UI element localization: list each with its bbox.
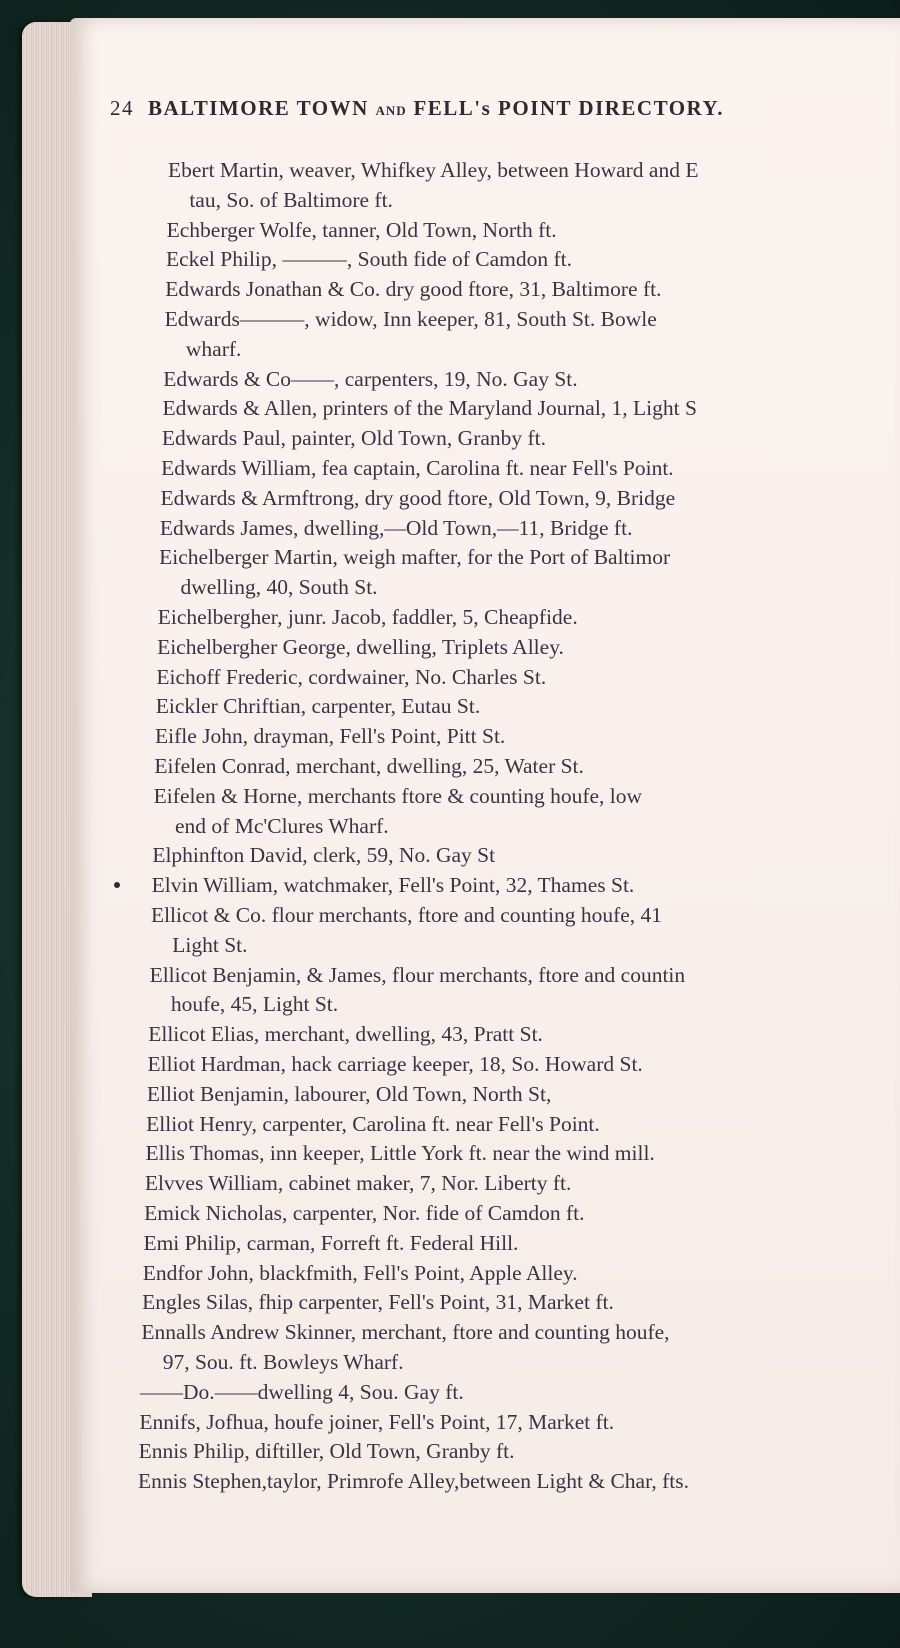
directory-entry: Edwards & Armftrong, dry good ftore, Old Town, 9, Bridge — [160, 485, 676, 510]
entry-continuation-line: dwelling, 40, South St. — [180, 575, 378, 600]
directory-entry: Ennalls Andrew Skinner, merchant, ftore and counting houfe, — [141, 1320, 670, 1345]
running-head-title-part1: BALTIMORE TOWN — [148, 96, 369, 120]
directory-entry: Edwards William, fea captain, Carolina ft. near Fell's Point. — [161, 456, 674, 480]
directory-entry: Eichoff Frederic, cordwainer, No. Charles St. — [156, 664, 547, 689]
directory-entry: Edwards Paul, painter, Old Town, Granby ft. — [161, 426, 547, 451]
directory-entry: Edwards Jonathan & Co. dry good ftore, 31, Baltimore ft. — [165, 277, 662, 302]
directory-entry: Eifelen & Horne, merchants ftore & counting houfe, low — [153, 783, 643, 808]
directory-entry: Ebert Martin, weaver, Whifkey Alley, between Howard and E — [168, 158, 699, 182]
directory-entry: Ellicot Benjamin, & James, flour merchants, ftore and countin — [149, 962, 686, 987]
directory-entry: Elvin William, watchmaker, Fell's Point, 32, Thames St. — [151, 873, 635, 898]
directory-entry: Eifelen Conrad, merchant, dwelling, 25, Water St. — [154, 754, 584, 778]
running-head-title-part2: FELL's POINT DIRECTORY. — [413, 96, 724, 120]
entry-continuation-line: houfe, 45, Light St. — [170, 992, 339, 1017]
directory-entry: Elliot Henry, carpenter, Carolina ft. near Fell's Point. — [146, 1111, 600, 1136]
directory-entry: Ellicot Elias, merchant, dwelling, 43, Pratt St. — [148, 1022, 543, 1047]
directory-entry: Elliot Hardman, hack carriage keeper, 18, So. Howard St. — [147, 1052, 643, 1076]
directory-entry: Eckel Philip, ———, South fide of Camdon ft. — [165, 247, 573, 272]
entry-continuation-line: end of Mc'Clures Wharf. — [175, 813, 389, 838]
directory-entry: Edwards———, widow, Inn keeper, 81, South St. Bowle — [164, 307, 657, 331]
ink-speck — [114, 882, 120, 888]
directory-entry: Ennis Stephen,taylor, Primrofe Alley,between Light & Char, fts. — [138, 1469, 690, 1494]
page-number: 24 — [110, 96, 134, 120]
directory-entry: Eichelbergher, junr. Jacob, faddler, 5, Cheapfide. — [157, 605, 578, 629]
directory-entry: Elvves William, cabinet maker, 7, Nor. Liberty ft. — [144, 1171, 572, 1196]
directory-entry: Eichelberger Martin, weigh mafter, for the Port of Baltimor — [159, 545, 671, 570]
directory-entry: Elphinfton David, clerk, 59, No. Gay St — [152, 843, 496, 868]
directory-page — [70, 18, 900, 1593]
directory-entry: Edwards James, dwelling,—Old Town,—11, Bridge ft. — [159, 515, 633, 540]
directory-entry: Ellicot & Co. flour merchants, ftore and counting houfe, 41 — [150, 903, 663, 927]
entry-continuation-line: tau, So. of Baltimore ft. — [189, 187, 393, 212]
directory-entry: Endfor John, blackfmith, Fell's Point, Apple Alley. — [142, 1260, 578, 1285]
directory-entry: Emick Nicholas, carpenter, Nor. fide of Camdon ft. — [144, 1201, 585, 1225]
entry-continuation-line: 97, Sou. ft. Bowleys Wharf. — [162, 1350, 404, 1374]
directory-entry: Eifle John, drayman, Fell's Point, Pitt St. — [155, 724, 506, 749]
directory-entry: Emi Philip, carman, Forreft ft. Federal Hill. — [143, 1230, 519, 1255]
directory-entry: ——Do.——dwelling 4, Sou. Gay ft. — [140, 1379, 464, 1404]
directory-entry: Ellis Thomas, inn keeper, Little York ft. near the wind mill. — [145, 1141, 655, 1166]
directory-entry: Ennis Philip, diftiller, Old Town, Granby ft. — [138, 1439, 515, 1464]
entry-continuation-line: wharf. — [185, 336, 242, 361]
directory-entry: Echberger Wolfe, tanner, Old Town, North ft. — [166, 217, 557, 242]
directory-entry: Eichelbergher George, dwelling, Triplets Alley. — [157, 634, 564, 659]
directory-entry: Edwards & Allen, printers of the Maryland Journal, 1, Light S — [162, 396, 697, 421]
directory-entry: Elliot Benjamin, labourer, Old Town, North St, — [146, 1081, 552, 1106]
entry-continuation-line: Light St. — [172, 932, 248, 957]
directory-entry: Edwards & Co——, carpenters, 19, No. Gay St. — [163, 366, 578, 391]
running-head — [110, 96, 890, 121]
directory-entry: Engles Silas, fhip carpenter, Fell's Point, 31, Market ft. — [142, 1290, 614, 1315]
directory-entry: Ennifs, Jofhua, houfe joiner, Fell's Point, 17, Market ft. — [139, 1409, 615, 1434]
directory-entry: Eickler Chriftian, carpenter, Eutau St. — [155, 694, 481, 719]
running-head-and: AND — [375, 103, 407, 118]
